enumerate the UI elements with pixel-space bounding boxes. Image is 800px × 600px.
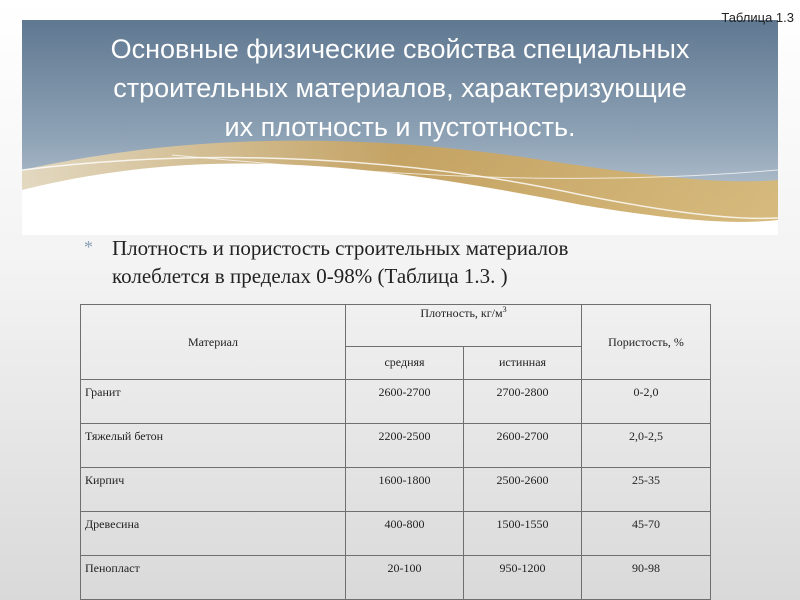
cell-porosity: 90-98 bbox=[582, 556, 711, 600]
cell-porosity: 45-70 bbox=[582, 512, 711, 556]
cell-true: 950-1200 bbox=[464, 556, 582, 600]
table-row bbox=[81, 380, 711, 424]
bullet-paragraph bbox=[84, 234, 742, 290]
cell-porosity: 2,0-2,5 bbox=[582, 424, 711, 468]
table-row bbox=[81, 468, 711, 512]
table-row bbox=[81, 556, 711, 600]
header-avg: средняя bbox=[346, 346, 464, 379]
title-line-3: их плотность и пустотность. bbox=[224, 112, 576, 142]
cell-true: 2500-2600 bbox=[464, 468, 582, 512]
table-row bbox=[81, 512, 711, 556]
cell-material: Древесина bbox=[81, 512, 346, 556]
title-line-1: Основные физические свойства специальных bbox=[110, 34, 690, 64]
bullet-star-icon: * bbox=[84, 237, 93, 257]
table-number-label: Таблица 1.3 bbox=[721, 10, 794, 25]
cell-porosity: 25-35 bbox=[582, 468, 711, 512]
cell-material: Тяжелый бетон bbox=[81, 424, 346, 468]
header-porosity: Пористость, % bbox=[582, 305, 711, 380]
cell-avg: 20-100 bbox=[346, 556, 464, 600]
header-density-sup: 3 bbox=[502, 305, 507, 314]
title-line-2: строительных материалов, характеризующие bbox=[113, 73, 687, 103]
table-header-row bbox=[81, 305, 711, 347]
cell-material: Гранит bbox=[81, 380, 346, 424]
bullet-line-2: колеблется в пределах 0-98% (Таблица 1.3. ) bbox=[112, 264, 508, 288]
properties-table bbox=[80, 304, 711, 600]
cell-avg: 2600-2700 bbox=[346, 380, 464, 424]
cell-avg: 2200-2500 bbox=[346, 424, 464, 468]
cell-true: 2600-2700 bbox=[464, 424, 582, 468]
bullet-line-1: Плотность и пористость строительных материалов bbox=[112, 236, 569, 260]
cell-true: 1500-1550 bbox=[464, 512, 582, 556]
cell-avg: 1600-1800 bbox=[346, 468, 464, 512]
header-density-text: Плотность, кг/м bbox=[420, 306, 503, 320]
cell-material: Пенопласт bbox=[81, 556, 346, 600]
header-true: истинная bbox=[464, 346, 582, 379]
cell-porosity: 0-2,0 bbox=[582, 380, 711, 424]
cell-true: 2700-2800 bbox=[464, 380, 582, 424]
cell-material: Кирпич bbox=[81, 468, 346, 512]
slide-title bbox=[22, 30, 778, 147]
header-density bbox=[346, 305, 582, 347]
header-material: Материал bbox=[81, 305, 346, 380]
table-row bbox=[81, 424, 711, 468]
cell-avg: 400-800 bbox=[346, 512, 464, 556]
